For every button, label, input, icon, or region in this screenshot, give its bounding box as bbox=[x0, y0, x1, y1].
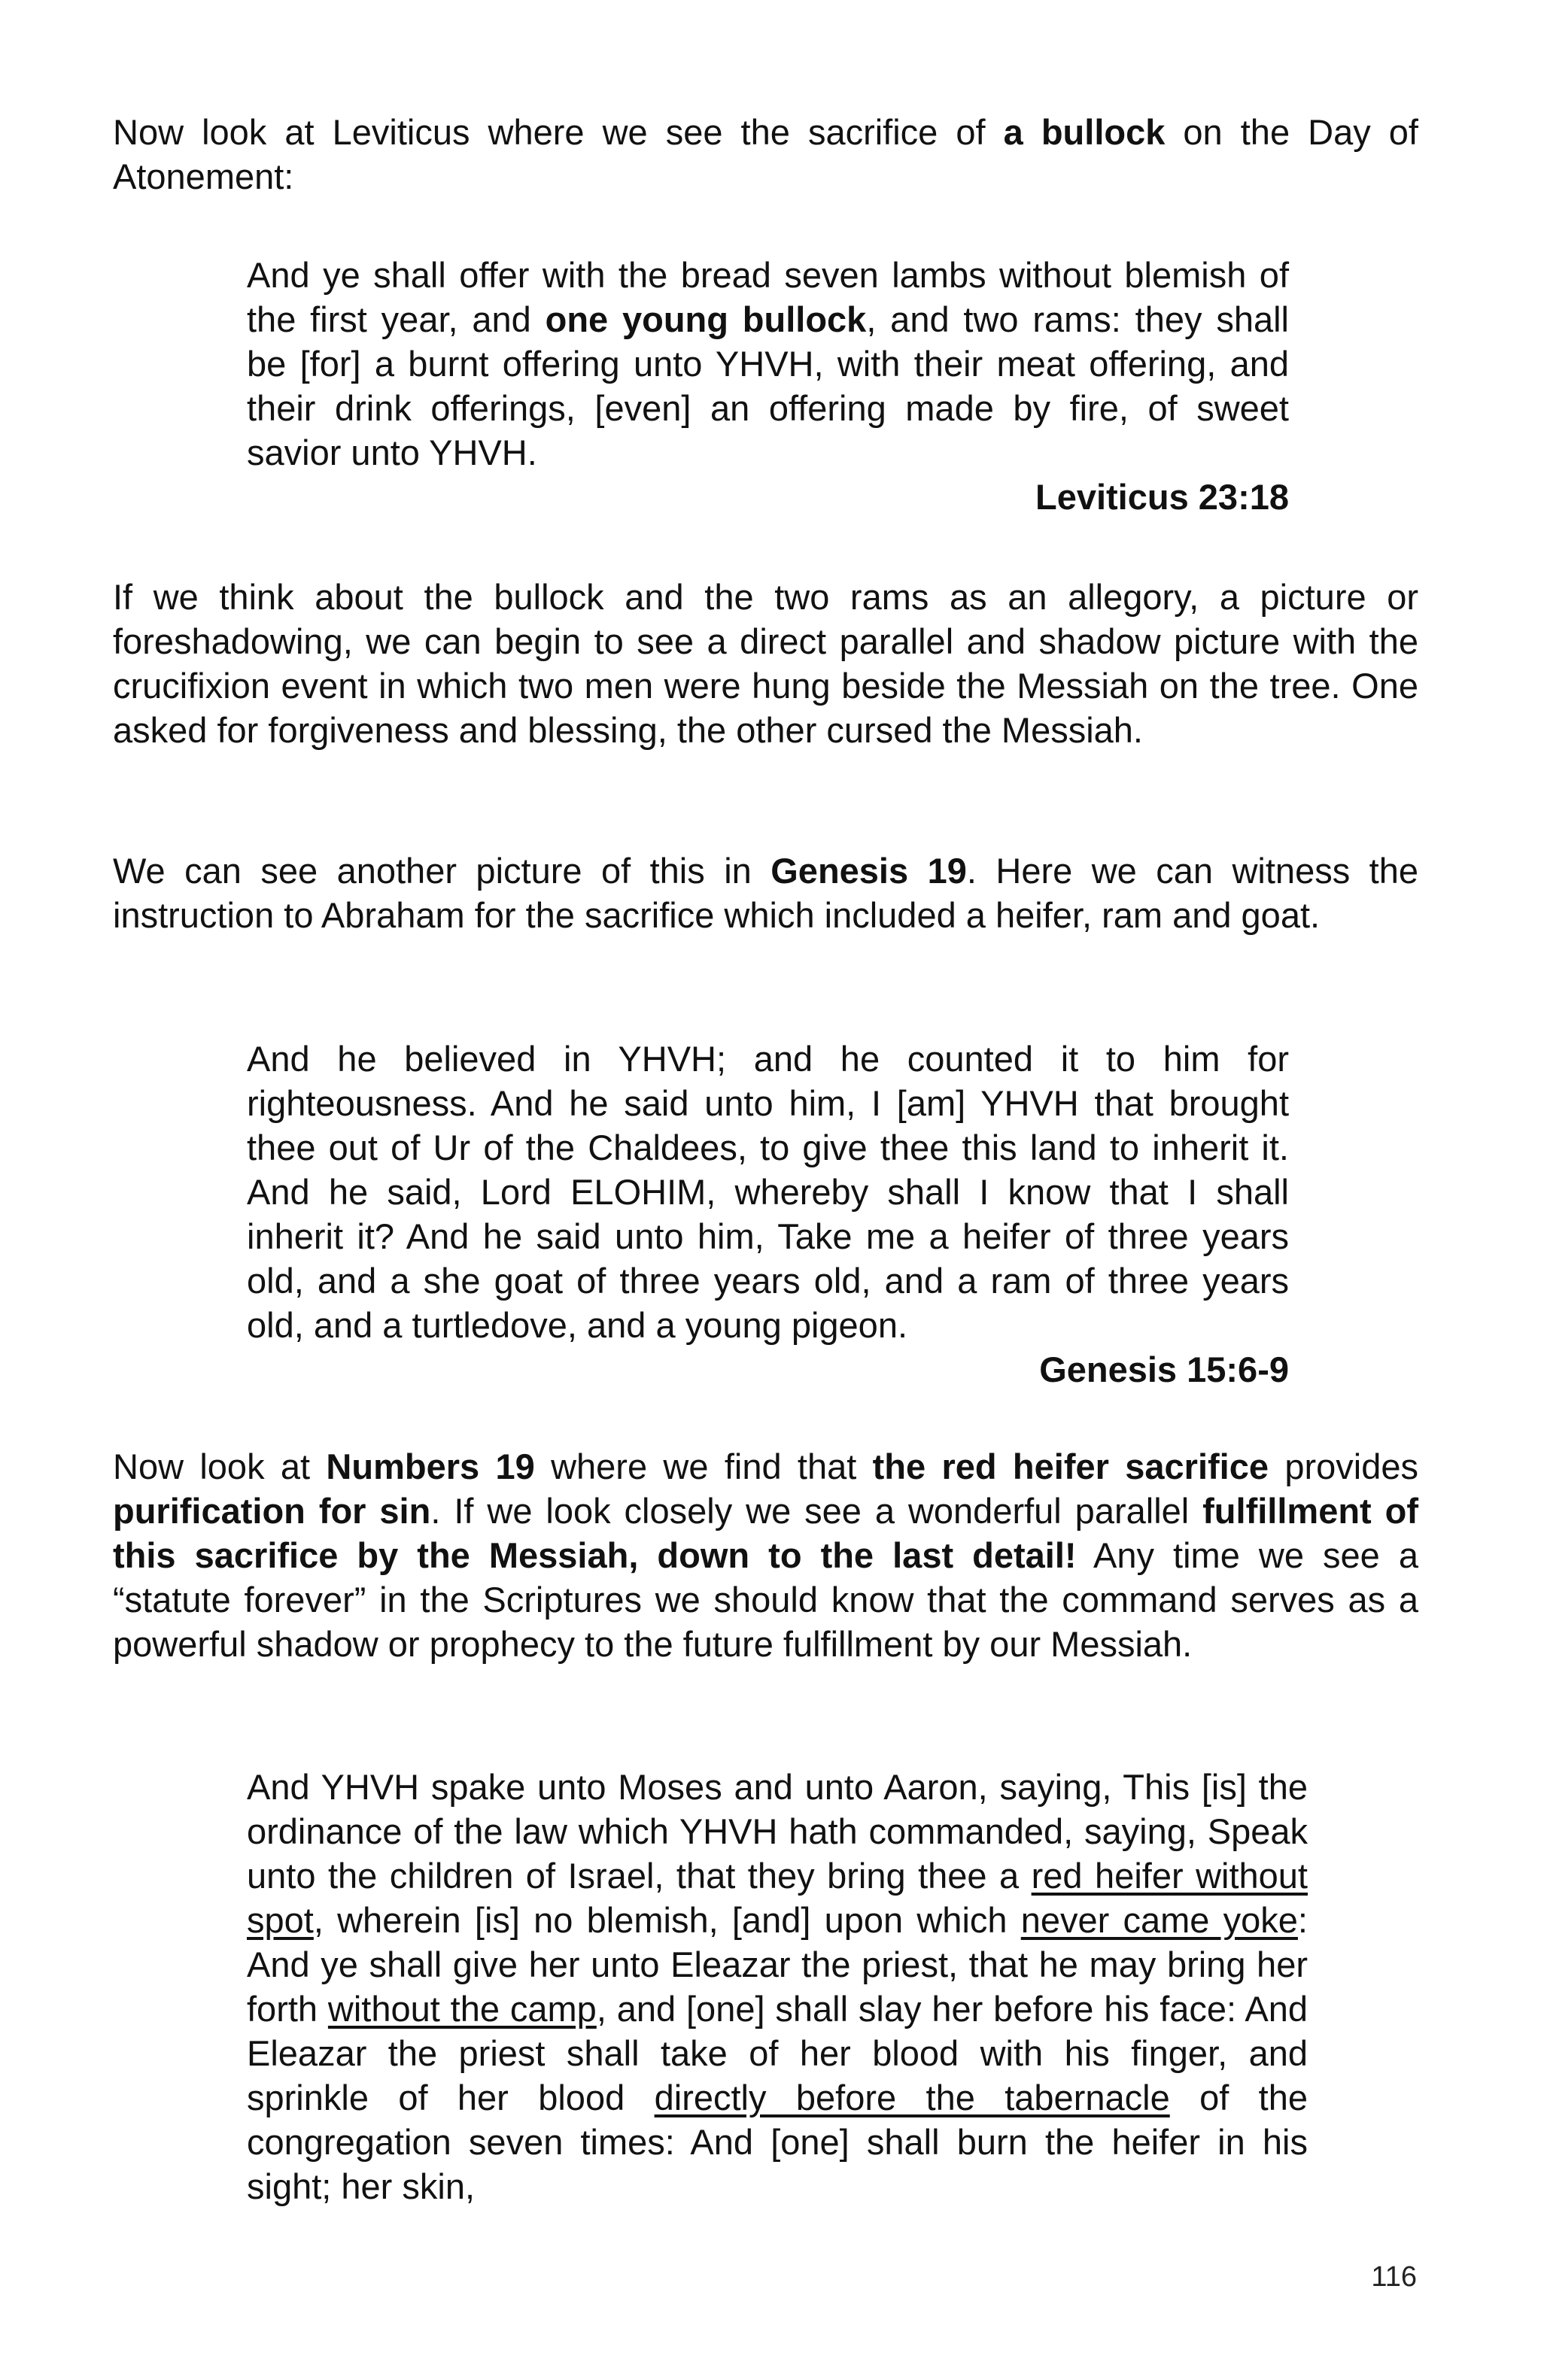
underlined-phrase: red heifer without spot bbox=[247, 1856, 1308, 1940]
bold-phrase: purification for sin bbox=[113, 1491, 431, 1531]
quote-leviticus bbox=[247, 253, 1289, 519]
bold-phrase: Numbers 19 bbox=[326, 1447, 535, 1486]
quote-text: And he believed in YHVH; and he counted it to him for righteousness. And he said unto him, I [am] YHVH that brought thee out of Ur of the Chaldees, to give thee this land to inherit it. And he said, Lord ELOHIM, whereby shall I know that I shall inherit it? And he said unto him, Take me a heifer of three years old, and a she goat of three years old, and a ram of three years old, and a turtledove, and a young pigeon. bbox=[247, 1039, 1289, 1345]
quote-text: , wherein [is] no blemish, [and] upon which bbox=[313, 1900, 1021, 1940]
quote-text: And ye shall offer with the bread seven lambs without blemish of the first year, and bbox=[247, 255, 1289, 339]
paragraph-text: Now look at Leviticus where we see the sacrifice of bbox=[113, 112, 1004, 152]
paragraph-text: . If we look closely we see a wonderful parallel bbox=[430, 1491, 1203, 1531]
paragraph-text: on the Day of Atonement: bbox=[113, 112, 1418, 196]
quote-text: , and [one] shall slay her before his face: And Eleazar the priest shall take of her blood with his finger, and sprinkle of her blood bbox=[247, 1989, 1308, 2117]
paragraph-text: provides bbox=[1269, 1447, 1418, 1486]
paragraph-numbers-intro bbox=[113, 1444, 1418, 1666]
paragraph-leviticus-intro bbox=[113, 110, 1418, 199]
bold-phrase: fulfillment of this sacrifice by the Messiah, down to the last detail! bbox=[113, 1491, 1418, 1575]
paragraph-text: Any time we see a “statute forever” in the Scriptures we should know that the command serves as a powerful shadow or prophecy to the future fulfillment by our Messiah. bbox=[113, 1535, 1418, 1664]
quote-genesis bbox=[247, 1037, 1289, 1389]
paragraph-text: We can see another picture of this in bbox=[113, 851, 771, 891]
paragraph-text: . Here we can witness the instruction to Abraham for the sacrifice which included a heifer, ram and goat. bbox=[113, 851, 1418, 935]
scripture-reference: Leviticus 23:18 bbox=[1035, 477, 1289, 517]
scripture-reference: Genesis 15:6-9 bbox=[1039, 1349, 1289, 1389]
bold-phrase: the red heifer sacrifice bbox=[872, 1447, 1269, 1486]
paragraph-text: Now look at bbox=[113, 1447, 327, 1486]
bold-phrase: one young bullock bbox=[545, 299, 867, 339]
paragraph-genesis-intro bbox=[113, 848, 1418, 937]
page-number: 116 bbox=[1371, 2261, 1417, 2293]
paragraph-text: If we think about the bullock and the two rams as an allegory, a picture or foreshadowing, we can begin to see a direct parallel and shadow picture with the crucifixion event in which two men were hung beside the Messiah on the tree. One asked for forgiveness and blessing, the other cursed the Messiah. bbox=[113, 577, 1418, 750]
quote-numbers bbox=[247, 1765, 1308, 2208]
underlined-phrase: directly before the tabernacle bbox=[654, 2078, 1170, 2117]
paragraph-allegory bbox=[113, 575, 1418, 752]
paragraph-text: where we find that bbox=[534, 1447, 873, 1486]
bold-phrase: a bullock bbox=[1003, 112, 1166, 152]
quote-text: : And ye shall give her unto Eleazar the priest, that he may bring her forth bbox=[247, 1900, 1308, 2029]
underlined-phrase: without the camp bbox=[327, 1989, 597, 2029]
bold-phrase: Genesis 19 bbox=[770, 851, 967, 891]
quote-text: And YHVH spake unto Moses and unto Aaron, saying, This [is] the ordinance of the law which YHVH hath commanded, saying, Speak unto the children of Israel, that they bring thee a bbox=[247, 1767, 1308, 1896]
underlined-phrase: never came yoke bbox=[1020, 1900, 1298, 1940]
quote-text: of the congregation seven times: And [one] shall burn the heifer in his sight; her skin, bbox=[247, 2078, 1308, 2206]
quote-text: , and two rams: they shall be [for] a burnt offering unto YHVH, with their meat offering, and their drink offerings, [even] an offering made by fire, of sweet savior unto YHVH. bbox=[247, 299, 1289, 472]
